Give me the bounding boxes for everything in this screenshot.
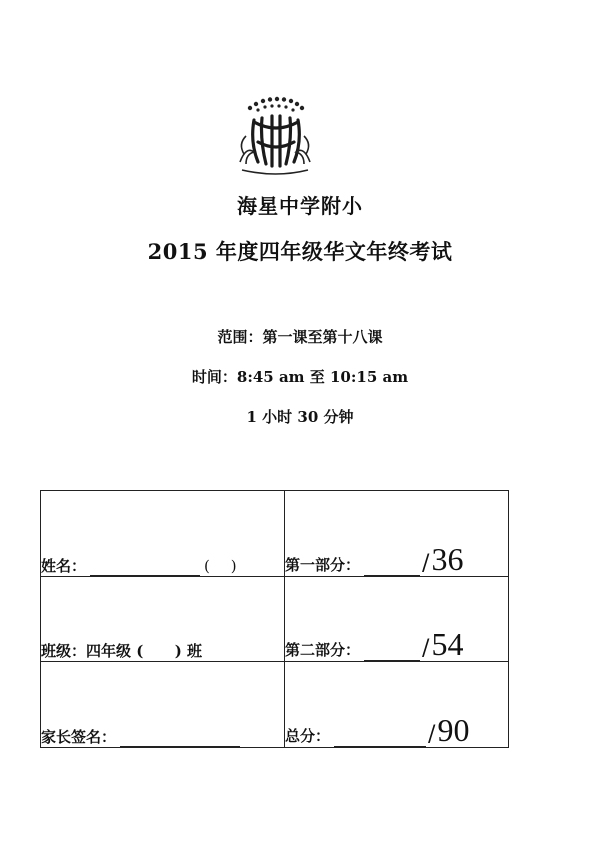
student-score-table (40, 490, 509, 748)
part1-max-score: 36 (431, 540, 464, 577)
part1-score-field[interactable] (364, 561, 420, 576)
name-cell (41, 491, 285, 577)
part2-score-cell (285, 576, 509, 662)
part2-score-field[interactable] (364, 646, 420, 661)
class-suffix: ) 班 (174, 642, 203, 661)
school-crest-icon (232, 92, 318, 176)
total-slash: / (428, 722, 436, 747)
time-label: 时间： (191, 368, 237, 386)
exam-time (0, 366, 600, 387)
class-cell (41, 576, 285, 662)
class-label: 班级： (41, 642, 87, 661)
parent-signature-label: 家长签名： (41, 728, 117, 746)
time-value: 8:45 am 至 10:15 am (236, 368, 409, 386)
parent-signature-cell (41, 662, 285, 748)
school-name: 海星中学附小 (237, 194, 363, 218)
exam-duration: 1 小时 30 分钟 (246, 408, 354, 426)
part1-slash: / (422, 550, 430, 576)
name-paren-close: ) (230, 556, 237, 575)
part2-slash: / (422, 636, 430, 662)
exam-title: 2015 年度四年级华文年终考试 (147, 239, 453, 264)
total-score-field[interactable] (334, 732, 426, 747)
name-field[interactable] (90, 561, 200, 576)
part1-label: 第一部分： (285, 555, 361, 574)
part1-score-cell (285, 491, 509, 577)
total-score-cell (285, 662, 509, 748)
part2-max-score: 54 (431, 626, 464, 663)
total-max-score: 90 (437, 712, 470, 748)
name-label: 姓名： (41, 556, 87, 575)
parent-signature-field[interactable] (120, 732, 240, 747)
total-label: 总分： (285, 727, 331, 745)
part2-label: 第二部分： (285, 641, 361, 660)
name-paren-open: ( (204, 556, 210, 575)
scope-label: 范围： (217, 328, 263, 346)
class-prefix: 四年级 ( (86, 642, 144, 661)
exam-scope (0, 326, 600, 347)
scope-value: 第一课至第十八课 (262, 328, 383, 346)
